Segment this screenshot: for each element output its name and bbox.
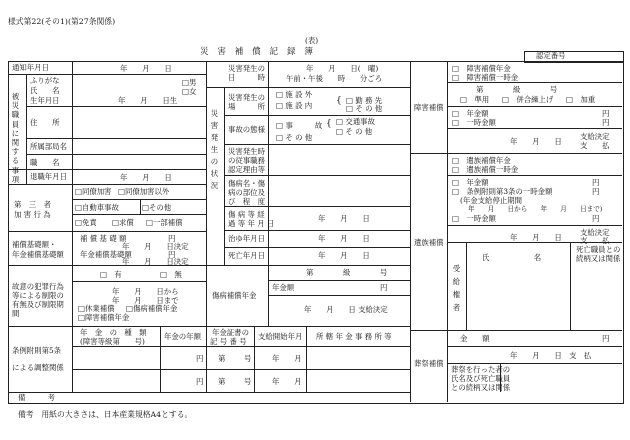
- pension-base-decided: 年 月 日決定: [122, 257, 189, 266]
- funeral-performer-3: との続柄又は関係: [451, 383, 511, 392]
- row2-dai: 第: [218, 377, 226, 386]
- disability-payment-label: 支 払: [580, 141, 610, 150]
- intent-no[interactable]: □ 無: [160, 270, 182, 279]
- recipient-relation-header-2: 続柄又は関係: [576, 254, 621, 263]
- occ-date-label-1: 災害発生の: [228, 64, 265, 73]
- cert-header-1: 年金証書の: [212, 328, 249, 337]
- base-amount-label: 補 償 基 礎 額: [80, 234, 127, 243]
- workplace-opt[interactable]: □ 勤 務 先: [346, 96, 383, 105]
- intent-label-3: 有無及び制限期: [12, 300, 64, 309]
- disability-date: 年 月 日: [510, 137, 562, 146]
- survivor-pension-opt[interactable]: □ 遺族補償年金: [452, 156, 511, 165]
- rest-checkbox[interactable]: □休業補償: [78, 304, 115, 313]
- disease-checkbox[interactable]: □傷病補償年金: [126, 304, 178, 313]
- third-party-label-2: 加 害 行 為: [14, 210, 51, 219]
- disability-label: 障害補償: [414, 103, 444, 112]
- survivor-lump-amount[interactable]: □ 一時金額: [452, 214, 496, 223]
- survivor-payment-label: 支 払: [580, 236, 610, 245]
- place-bracket: {: [336, 96, 342, 106]
- third-party-label: [14, 200, 51, 220]
- opt-merge[interactable]: □ 併合繰上げ: [502, 95, 554, 104]
- disability-lump-opt[interactable]: □ 障害補償一時金: [452, 73, 519, 82]
- form-id: 様式第22(その1)(第27条関係): [8, 17, 116, 26]
- injury-label-1: 傷病名・傷: [228, 179, 265, 188]
- intent-yes[interactable]: □ 有: [100, 270, 122, 279]
- base-label-1: 補償基礎額・: [12, 240, 57, 249]
- row2-yen: 円: [196, 377, 204, 386]
- name-label: 氏 名: [30, 86, 60, 95]
- sick-pension-decision: 年 月 日 支給決定: [304, 305, 388, 314]
- post-label: 職 名: [30, 158, 60, 167]
- pension-yearly-header: 年金の年額: [164, 332, 201, 341]
- retire-value: 年 月 日: [120, 173, 172, 182]
- cert-header-2: 記 号 番 号: [210, 337, 247, 346]
- intent-label-2: 等による制限の: [12, 291, 64, 300]
- intent-from: 年 月 日から: [112, 287, 179, 296]
- opt-car-accident[interactable]: □自動車事故: [75, 203, 119, 212]
- accident-opt[interactable]: □ 事 故: [276, 121, 323, 130]
- sick-pension-amount-yen: 円: [380, 283, 388, 292]
- survivor-suspend-label: (年金支給停止期間: [460, 196, 523, 205]
- notice-date-label: 通知年月日: [12, 63, 49, 72]
- disability-pension-amount[interactable]: □ 年金額: [452, 109, 489, 118]
- pension-kind-header-1: 年 金 の 種 類: [80, 328, 147, 337]
- page-title: 災 害 補 償 記 録 簿: [200, 47, 314, 57]
- disability-lump-amount[interactable]: □ 一時金額: [452, 118, 496, 127]
- funeral-amount-yen: 円: [602, 334, 610, 343]
- course-value: 年 月 日: [318, 214, 370, 223]
- accident-label: 事故の態様: [228, 125, 265, 134]
- retire-label: 退職年月日: [30, 172, 67, 181]
- base-amount-decided: 年 月 日決定: [122, 242, 189, 251]
- remarks-label: 備 考: [18, 393, 55, 402]
- survivor-article-amount[interactable]: □ 条例附則第3条の一時金額: [452, 187, 553, 196]
- victim-section-label: 被災職員に関する事項: [11, 92, 20, 184]
- healing-value: 年 月 日: [318, 234, 370, 243]
- opt-apply[interactable]: □ 準用: [460, 95, 490, 104]
- opt-partial[interactable]: □一部補償: [146, 218, 183, 227]
- injury-label-2: 病の部位及: [228, 188, 265, 197]
- disability-grade: 第 級 号: [476, 85, 558, 94]
- survivor-lump-opt[interactable]: □ 遺族補償一時金: [452, 165, 519, 174]
- sick-pension-label: 傷病補償年金: [212, 291, 257, 300]
- duty-label-3: 認定理由等: [228, 165, 265, 174]
- occ-date-value: 年 月 日( 曜): [306, 64, 379, 73]
- duty-label-2: の従事職務: [228, 156, 265, 165]
- survivor-date: 年 月 日: [510, 233, 562, 242]
- opt-exempt[interactable]: □免責: [75, 218, 97, 227]
- footnote: 備考 用紙の大きさは、日本産業規格A4とする。: [18, 410, 193, 419]
- disability-lump-yen: 円: [602, 118, 610, 127]
- disable-checkbox[interactable]: □障害補償年金: [78, 313, 130, 322]
- funeral-amount-label: 金 額: [460, 334, 490, 343]
- survivor-pension-amount[interactable]: □ 年金額: [452, 178, 489, 187]
- traffic-opt[interactable]: □ 交通事故: [336, 117, 375, 126]
- inside-facility[interactable]: □ 施 設 内: [276, 101, 313, 110]
- funeral-performer-2: 氏名及び死亡職員: [451, 374, 511, 383]
- survivor-pension-yen: 円: [592, 178, 600, 187]
- row1-yen: 円: [196, 354, 204, 363]
- female-checkbox[interactable]: □女: [182, 87, 197, 96]
- disability-decision-label: 支給決定: [580, 132, 610, 141]
- intent-label-4: 間: [12, 309, 20, 318]
- sick-pension-grade: 第 級 号: [306, 268, 388, 277]
- dept-label: 所属部局名: [30, 142, 67, 151]
- accident-bracket: {: [326, 119, 332, 129]
- row2-go: 号: [244, 377, 252, 386]
- course-label-2: 過 等 年 月 日: [228, 219, 275, 228]
- base-label-2: 年金補償基礎額: [12, 250, 64, 259]
- birth-value: 年 月 日生: [118, 96, 178, 105]
- death-value: 年 月 日: [318, 251, 370, 260]
- duty-label-1: 災害発生時: [228, 147, 265, 156]
- funeral-performer-1: 葬祭を行った者の: [451, 365, 511, 374]
- occurrence-section-label: 災害発生の状況: [210, 109, 219, 190]
- survivor-suspend-period: 年 月 日から 年 月 日まで): [468, 205, 603, 213]
- recipient-name-header: 氏 名: [482, 253, 542, 262]
- sick-pension-amount-label: 年金額: [272, 283, 295, 292]
- injury-label-3: び 程 度: [228, 197, 265, 206]
- occ-place-label-2: 場 所: [228, 102, 265, 111]
- row1-dai: 第: [218, 354, 226, 363]
- survivor-label: 遺族補償: [414, 238, 444, 247]
- traffic-other-opt[interactable]: □ そ の 他: [336, 127, 373, 136]
- address-label: 住 所: [30, 118, 60, 127]
- row2-ym: 年 月: [272, 377, 302, 386]
- approval-number-label: 認定番号: [536, 51, 566, 60]
- birth-label: 生年月日: [30, 96, 60, 105]
- opt-not-colleague[interactable]: □同僚加害以外: [118, 187, 170, 196]
- recipient-label: 受給権者: [452, 264, 461, 312]
- pension-base-yen: 円: [168, 250, 176, 259]
- opt-recourse[interactable]: □求償: [112, 218, 134, 227]
- occ-place-label-1: 災害発生の: [228, 93, 265, 102]
- accident-other-opt[interactable]: □ そ の 他: [276, 133, 313, 142]
- base-amount-yen: 円: [168, 234, 176, 243]
- notice-date-value: 年 月 日: [120, 64, 172, 73]
- recipient-relation-header-1: 死亡職員との: [576, 245, 621, 254]
- other-place-opt[interactable]: □ そ の 他: [346, 104, 383, 113]
- intent-label-1: 故意の犯罪行為: [12, 282, 64, 291]
- third-party-label-1: 第 三 者: [14, 200, 51, 209]
- pension-base-label: 年金補償基礎額: [80, 250, 132, 259]
- death-label: 死亡年月日: [228, 251, 265, 260]
- funeral-label: 葬祭補償: [414, 359, 444, 368]
- office-header: 所 轄 年 金 事 務 所 等: [316, 332, 392, 341]
- intent-to: 年 月 日まで: [112, 296, 179, 305]
- occ-time-value: 午前・午後 時 分ごろ: [286, 74, 383, 83]
- start-header: 支給開始年月: [258, 332, 303, 341]
- male-checkbox[interactable]: □男: [182, 78, 197, 87]
- adjust-label-1: 条例附則第5条: [12, 346, 62, 355]
- opt-colleague[interactable]: □同僚加害: [75, 187, 112, 196]
- survivor-article-yen: 円: [592, 187, 600, 196]
- disability-pension-opt[interactable]: □ 障害補償年金: [452, 64, 511, 73]
- furigana-label: ふりがな: [30, 76, 60, 85]
- row1-go: 号: [244, 354, 252, 363]
- survivor-decision-label: 支給決定: [580, 228, 610, 237]
- healing-label: 治ゆ年月日: [228, 234, 265, 243]
- funeral-payment: 年 月 日 支 払: [510, 351, 592, 360]
- row1-ym: 年 月: [272, 354, 302, 363]
- opt-add[interactable]: □ 加重: [566, 95, 596, 104]
- opt-other[interactable]: □その他: [142, 203, 172, 212]
- occ-date-label-2: 日 時: [228, 73, 265, 82]
- form-side: (表): [305, 36, 319, 45]
- adjust-label-2: による調整関係: [12, 363, 64, 372]
- outside-facility[interactable]: □ 施 設 外: [276, 90, 313, 99]
- survivor-lump-yen: 円: [592, 214, 600, 223]
- pension-kind-header-2: (障害等級第 号): [80, 337, 145, 346]
- course-label-1: 傷 病 等 経: [228, 210, 265, 219]
- disability-pension-yen: 円: [602, 109, 610, 118]
